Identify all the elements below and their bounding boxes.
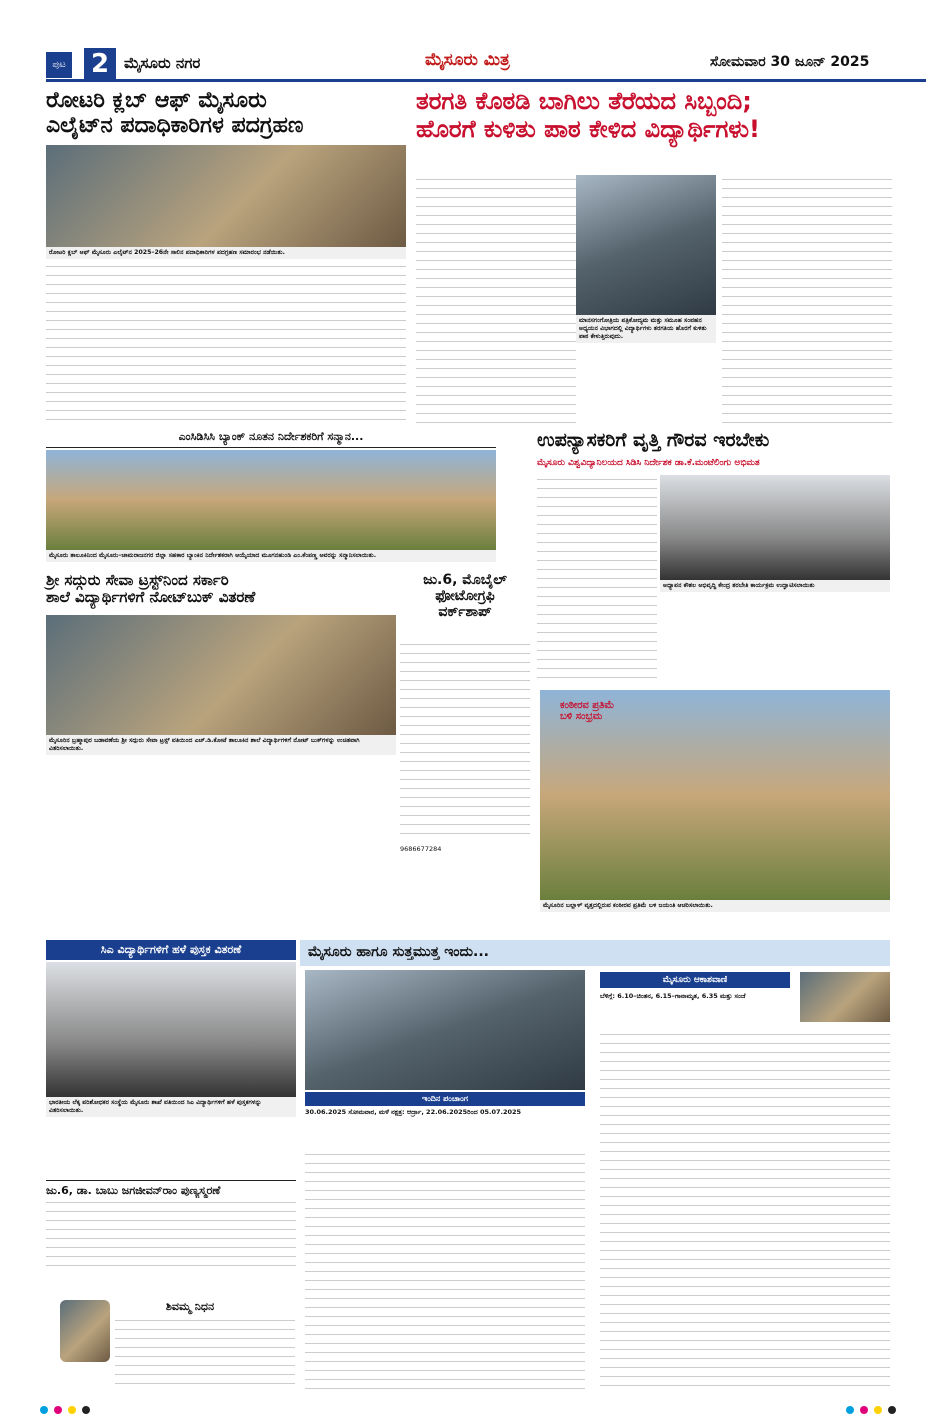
panchanga-title: ಇಂದಿನ ಪಂಚಾಂಗ xyxy=(305,1092,585,1106)
story1-caption: ರೋಟರಿ ಕ್ಲಬ್ ಆಫ್ ಮೈಸೂರು ಎಲೈಟ್‌ನ 2025–26ನೇ ಸಾಲಿನ ಪದಾಧಿಕಾರಿಗಳ ಪದಗ್ರಹಣ ಸಮಾರಂಭ ನಡೆಯಿತು. xyxy=(46,247,406,259)
story5-caption: ಮೈಸೂರಿನ ಬ್ರಹ್ಮಾಪುರ ಬಡಾವಣೆಯ ಶ್ರೀ ಸದ್ಗುರು ಸೇವಾ ಟ್ರಸ್ಟ್ ವತಿಯಿಂದ ಎಚ್.ಡಿ.ಕೋಟೆ ತಾಲೂಕಿನ ಶಾಲೆ ವಿದ್ಯಾರ್ಥಿಗಳಿಗೆ ನೋಟ್ ಬುಕ್‌ಗಳನ್ನು ಉಚಿತವಾಗಿ ವಿತರಿಸಲಾಯಿತು. xyxy=(46,735,396,755)
registration-dot xyxy=(846,1406,854,1414)
story9-headline: ಜು.6, ಡಾ. ಬಾಬು ಜಗಜೀವನ್‌ರಾಂ ಪುಣ್ಯಸ್ಮರಣೆ xyxy=(46,1180,296,1198)
story4-body xyxy=(537,475,657,685)
story2-headline: ತರಗತಿ ಕೊಠಡಿ ಬಾಗಿಲು ತೆರೆಯದ ಸಿಬ್ಬಂದಿ; ಹೊರಗೆ ಕುಳಿತು ಪಾಠ ಕೇಳಿದ ವಿದ್ಯಾರ್ಥಿಗಳು! xyxy=(416,87,760,143)
paper-logo: ಮೈಸೂರು ಮಿತ್ರ xyxy=(425,50,510,70)
radio-icon xyxy=(800,972,890,1022)
registration-dot xyxy=(888,1406,896,1414)
story8-caption: ಭಾರತೀಯ ಲೆಕ್ಕ ಪರಿಶೋಧಕರ ಸಂಸ್ಥೆಯ ಮೈಸೂರು ಶಾಖೆ ವತಿಯಿಂದ ಸಿಎ ವಿದ್ಯಾರ್ಥಿಗಳಿಗೆ ಹಳೆ ಪುಸ್ತಕಗಳನ್ನು ವಿತರಿಸಲಾಯಿತು. xyxy=(46,1097,296,1117)
story6-contact: 9686677284 xyxy=(400,845,442,853)
story4-photo xyxy=(660,475,890,580)
story5-headline: ಶ್ರೀ ಸದ್ಗುರು ಸೇವಾ ಟ್ರಸ್ಟ್‌ನಿಂದ ಸರ್ಕಾರಿ ಶಾಲೆ ವಿದ್ಯಾರ್ಥಿಗಳಿಗೆ ನೋಟ್‌ಬುಕ್ ವಿತರಣೆ xyxy=(46,571,256,607)
radio-line: ಬೆಳಿಗ್ಗೆ: 6.10–ಚಿಂತನ, 6.15–ಗಾನಾಮೃತ, 6.35 ಮತ್ತು ಸಂಜೆ xyxy=(600,992,746,1000)
palace-photo xyxy=(305,970,585,1090)
registration-dot xyxy=(874,1406,882,1414)
story1-headline: ರೋಟರಿ ಕ್ಲಬ್ ಆಫ್ ಮೈಸೂರು ಎಲೈಟ್‌ನ ಪದಾಧಿಕಾರಿಗಳ ಪದಗ್ರಹಣ xyxy=(46,88,304,139)
events-listing xyxy=(305,1150,585,1390)
registration-dot xyxy=(82,1406,90,1414)
story8-photo xyxy=(46,962,296,1097)
story4-caption: ಅಧ್ಯಾಪನ ಕೌಶಲ ಅಭಿವೃದ್ಧಿ ಕೇಂದ್ರ ತರಬೇತಿ ಕಾರ್ಯಕ್ರಮ ಉದ್ಘಾಟಿಸಲಾಯಿತು xyxy=(660,580,890,592)
story1-photo xyxy=(46,145,406,247)
events-headline: ಮೈಸೂರು ಹಾಗೂ ಸುತ್ತಮುತ್ತ ಇಂದು... xyxy=(300,940,890,966)
story8-headline: ಸಿಎ ವಿದ್ಯಾರ್ಥಿಗಳಿಗೆ ಹಳೆ ಪುಸ್ತಕ ವಿತರಣೆ xyxy=(46,940,296,960)
story2-body-right xyxy=(722,175,892,425)
section-title: ಮೈಸೂರು ನಗರ xyxy=(124,54,201,72)
registration-dot xyxy=(68,1406,76,1414)
registration-dot xyxy=(40,1406,48,1414)
story2-photo xyxy=(576,175,716,315)
story3-photo xyxy=(46,450,496,550)
story4-subhead: ಮೈಸೂರು ವಿಶ್ವವಿದ್ಯಾನಿಲಯದ ಸಿಡಿಸಿ ನಿರ್ದೇಶಕ ಡಾ.ಕೆ.ಮಂಟೆಲಿಂಗು ಅಭಿಮತ xyxy=(537,458,760,468)
panchanga-text: 30.06.2025 ಸೋಮವಾರ, ಮಳೆ ನಕ್ಷತ್ರ: ಆರ್ದ್ರಾ, 22.06.2025ರಿಂದ 05.07.2025 xyxy=(305,1108,522,1116)
obituary-body xyxy=(115,1316,295,1386)
obituary-photo xyxy=(60,1300,110,1362)
story2-body xyxy=(416,175,576,425)
radio-schedule xyxy=(600,1030,890,1390)
story6-body xyxy=(400,640,530,840)
registration-dot xyxy=(54,1406,62,1414)
story1-body xyxy=(46,262,406,424)
page-number: 2 xyxy=(84,48,116,80)
issue-date: ಸೋಮವಾರ 30 ಜೂನ್ 2025 xyxy=(710,54,870,70)
story9-body xyxy=(46,1198,296,1268)
story2-caption: ಮಾನಸಗಂಗೋತ್ರಿಯ ಪತ್ರಿಕೋದ್ಯಮ ಮತ್ತು ಸಮೂಹ ಸಂವಹನ ಅಧ್ಯಯನ ವಿಭಾಗದಲ್ಲಿ ವಿದ್ಯಾರ್ಥಿಗಳು ತರಗತಿಯ ಹೊರಗೆ ಕುಳಿತು ಪಾಠ ಕೇಳುತ್ತಿರುವುದು. xyxy=(576,315,716,343)
story3-caption: ಮೈಸೂರು ತಾಲೂಕಿನಿಂದ ಮೈಸೂರು–ಚಾಮರಾಜನಗರ ಜಿಲ್ಲಾ ಸಹಕಾರ ಬ್ಯಾಂಕಿನ ನಿರ್ದೇಶಕರಾಗಿ ಆಯ್ಕೆಯಾದ ಮೂಗನಹುಂಡಿ ಎಂ.ಕೆಂಪಣ್ಣ ಅವರನ್ನು ಸನ್ಮಾನಿಸಲಾಯಿತು. xyxy=(46,550,496,562)
story4-headline: ಉಪನ್ಯಾಸಕರಿಗೆ ವೃತ್ತಿ ಗೌರವ ಇರಬೇಕು xyxy=(537,429,770,451)
story5-photo xyxy=(46,615,396,735)
story7-headline: ಕಂಠೀರವ ಪ್ರತಿಮೆ ಬಳಿ ಸಂಭ್ರಮ xyxy=(560,700,615,722)
registration-dot xyxy=(860,1406,868,1414)
story6-headline: ಜು.6, ಮೊಬೈಲ್ ಫೋಟೋಗ್ರಫಿ ವರ್ಕ್‌ಶಾಪ್ xyxy=(423,572,507,621)
page-label: ಪುಟ xyxy=(46,52,72,78)
story7-caption: ಮೈಸೂರಿನ ಬಲ್ಲಾಳ್ ವೃತ್ತದಲ್ಲಿರುವ ಕಂಠೀರವ ಪ್ರತಿಮೆ ಬಳಿ ಜಯಂತಿ ಆಚರಿಸಲಾಯಿತು. xyxy=(540,900,890,912)
radio-title: ಮೈಸೂರು ಆಕಾಶವಾಣಿ xyxy=(600,972,790,988)
story3-headline: ಎಂಸಿಡಿಸಿಸಿ ಬ್ಯಾಂಕ್ ನೂತನ ನಿರ್ದೇಶಕರಿಗೆ ಸನ್ಮಾನ... xyxy=(46,430,496,448)
obituary-headline: ಶಿವಮ್ಮ ನಿಧನ xyxy=(165,1300,215,1313)
